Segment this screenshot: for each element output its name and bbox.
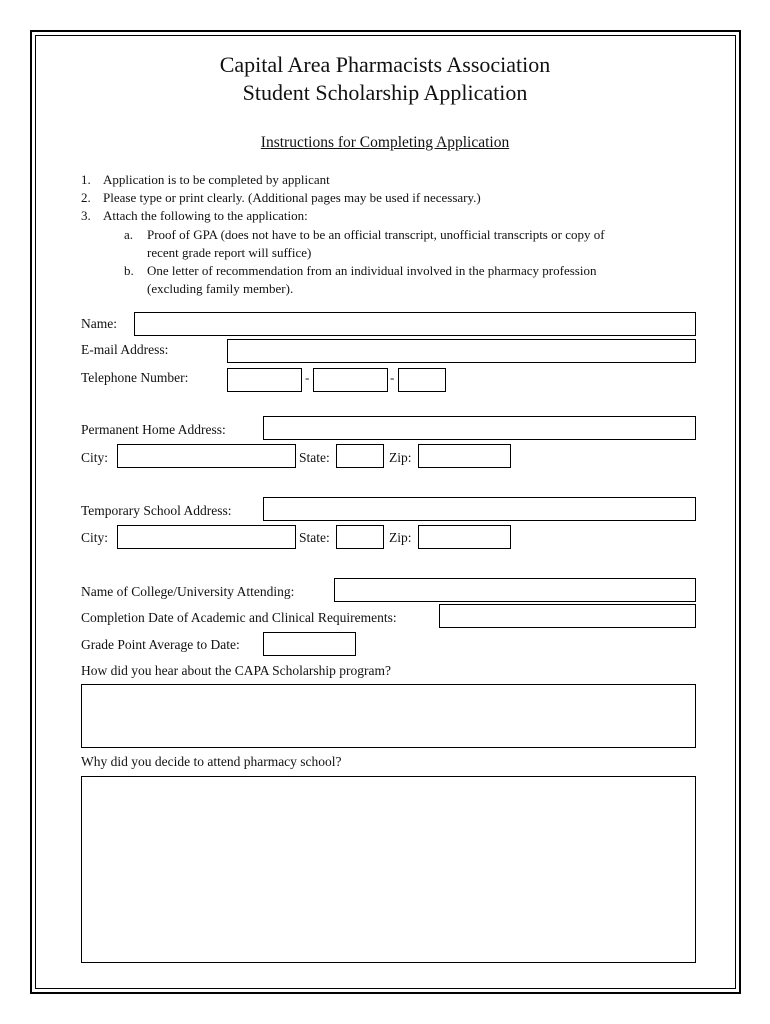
- permanent-address-label: Permanent Home Address:: [81, 422, 226, 437]
- instruction-item-3: 3. Attach the following to the application:: [81, 208, 308, 223]
- permanent-city-label: City:: [81, 450, 109, 465]
- temporary-address-input[interactable]: [263, 497, 696, 521]
- email-input[interactable]: [227, 339, 696, 363]
- college-label: Name of College/University Attending:: [81, 584, 295, 599]
- hear-about-textarea[interactable]: [81, 684, 696, 748]
- instructions-title: Instructions for Completing Application: [260, 134, 510, 151]
- org-title: Capital Area Pharmacists Association: [219, 52, 551, 77]
- permanent-state-label: State:: [299, 450, 330, 465]
- instruction-subitem-b: b. One letter of recommendation from an individual involved in the pharmacy profession (excluding family member).: [124, 263, 597, 296]
- instruction-subitem-a: a. Proof of GPA (does not have to be an official transcript, unofficial transcripts or copy of recent grade report will suffice): [124, 227, 605, 260]
- instruction-item-2: 2. Please type or print clearly. (Additional pages may be used if necessary.): [81, 190, 481, 205]
- hear-about-label: How did you hear about the CAPA Scholarship program?: [81, 663, 391, 678]
- instruction-item-1: 1. Application is to be completed by applicant: [81, 172, 330, 187]
- why-pharmacy-label: Why did you decide to attend pharmacy school?: [81, 754, 342, 769]
- temporary-state-label: State:: [299, 530, 330, 545]
- temporary-city-input[interactable]: [117, 525, 296, 549]
- why-pharmacy-textarea[interactable]: [81, 776, 696, 963]
- permanent-state-input[interactable]: [336, 444, 384, 468]
- completion-date-label: Completion Date of Academic and Clinical Requirements:: [81, 610, 397, 625]
- gpa-label: Grade Point Average to Date:: [81, 637, 240, 652]
- email-label: E-mail Address:: [81, 342, 169, 357]
- gpa-input[interactable]: [263, 632, 356, 656]
- phone-line-input[interactable]: [398, 368, 446, 392]
- temporary-zip-label: Zip:: [389, 530, 412, 545]
- temporary-city-label: City:: [81, 530, 109, 545]
- temporary-address-label: Temporary School Address:: [81, 503, 232, 518]
- permanent-address-input[interactable]: [263, 416, 696, 440]
- phone-dash-2: -: [390, 370, 395, 385]
- phone-area-code-input[interactable]: [227, 368, 302, 392]
- phone-dash-1: -: [305, 370, 310, 385]
- telephone-label: Telephone Number:: [81, 370, 189, 385]
- name-input[interactable]: [134, 312, 696, 336]
- completion-date-input[interactable]: [439, 604, 696, 628]
- permanent-zip-input[interactable]: [418, 444, 511, 468]
- temporary-zip-input[interactable]: [418, 525, 511, 549]
- name-label: Name:: [81, 316, 117, 331]
- form-title: Student Scholarship Application: [242, 80, 528, 105]
- permanent-city-input[interactable]: [117, 444, 296, 468]
- phone-prefix-input[interactable]: [313, 368, 388, 392]
- permanent-zip-label: Zip:: [389, 450, 412, 465]
- temporary-state-input[interactable]: [336, 525, 384, 549]
- college-input[interactable]: [334, 578, 696, 602]
